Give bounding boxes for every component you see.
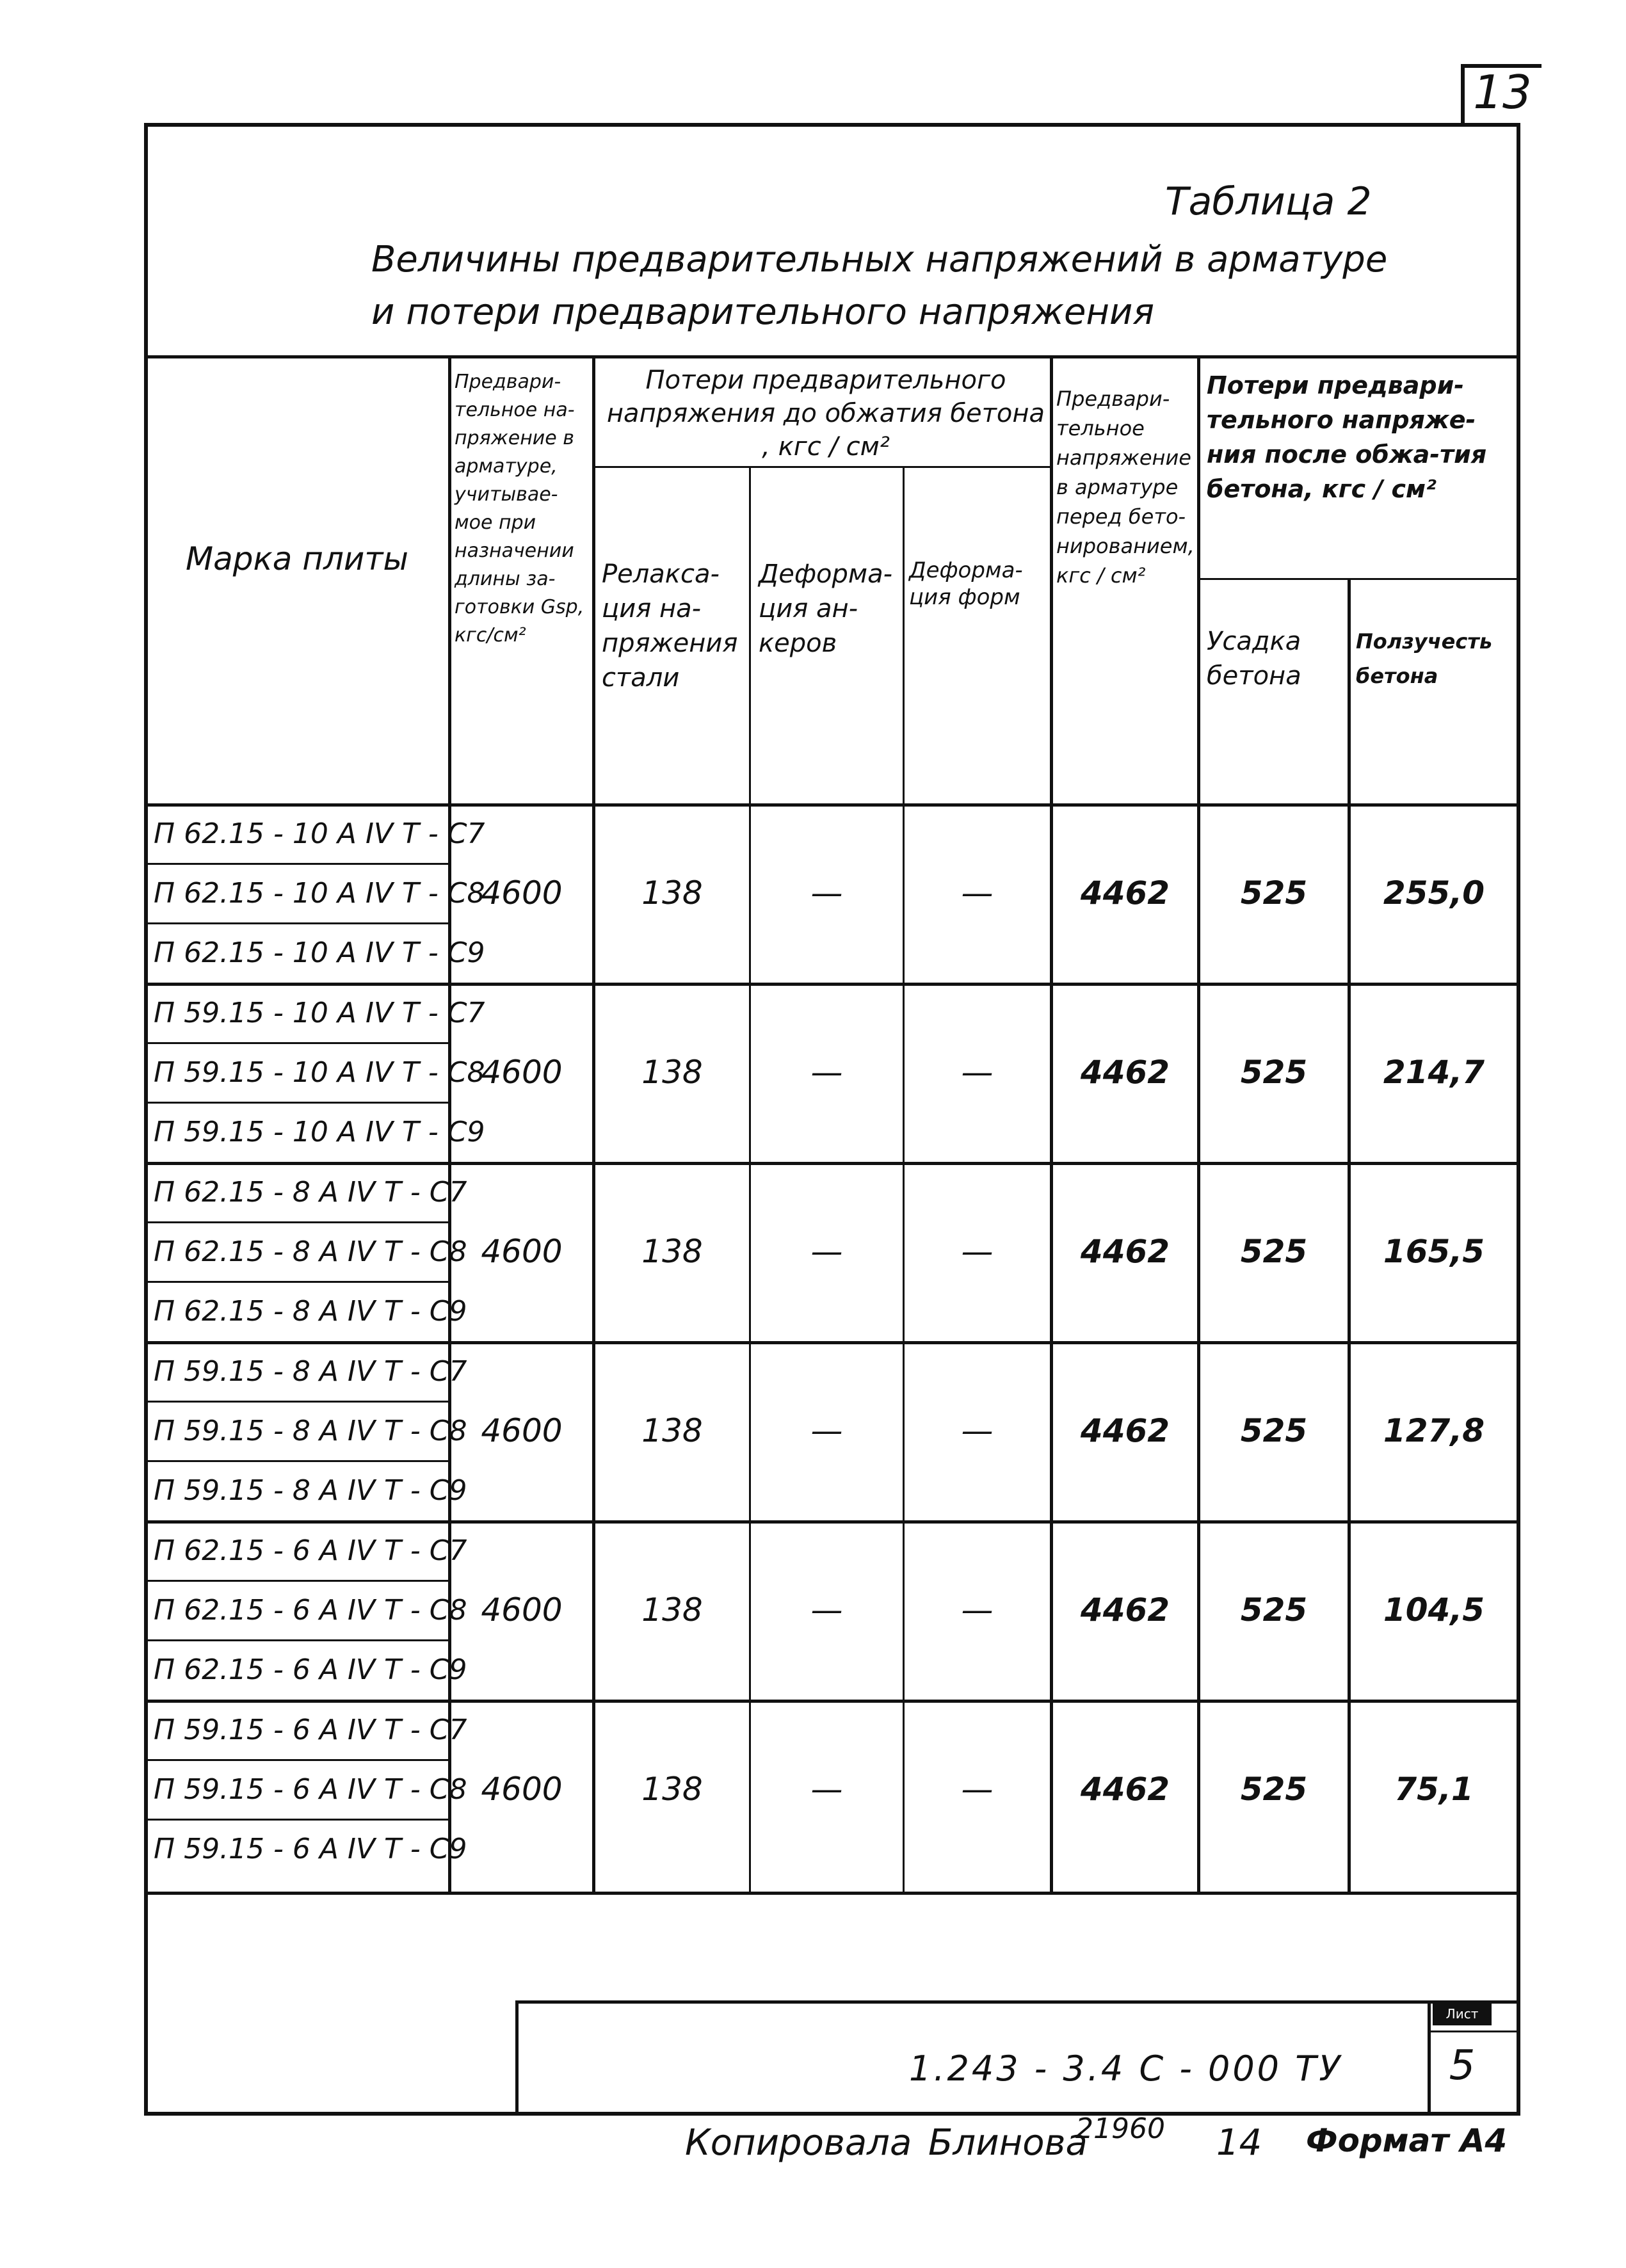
cell-anchor: — [810,874,843,912]
header-creep: Ползучесть бетона [1356,629,1493,688]
col-line-5 [1050,355,1053,1892]
slab-mark: П 62.15 - 10 А IV Т - С8 [154,877,485,910]
cell-prestress: 4600 [481,1412,563,1449]
footer-number: 21960 [1075,2112,1165,2145]
cell-before: 4462 [1080,874,1170,912]
cell-prestress: 4600 [481,874,563,912]
slab-mark: П 62.15 - 10 А IV Т - С7 [154,817,485,850]
footer-copied: Копировала [685,2122,912,2164]
cell-form: — [961,1233,994,1270]
footer-name: Блинова [928,2122,1088,2164]
stamp-top-border [515,2000,1520,2004]
group2-divider [1197,578,1520,580]
stamp-sheet-divider [1428,2000,1431,2116]
table-label: Таблица 2 [1165,179,1372,224]
cell-prestress: 4600 [481,1233,563,1270]
stamp-left-border [515,2000,519,2116]
cell-creep: 75,1 [1394,1771,1474,1808]
cell-creep: 214,7 [1383,1054,1485,1091]
table-bottom-border [144,1892,1520,1895]
cell-relax: 138 [641,1412,703,1449]
slab-mark: П 59.15 - 8 А IV Т - С8 [154,1415,467,1447]
cell-anchor: — [810,1412,843,1449]
header-shrinkage: Усадка бетона [1207,627,1301,691]
slab-mark: П 59.15 - 6 А IV Т - С8 [154,1773,467,1806]
group-divider-1 [144,983,1520,986]
page-number: 13 [1473,65,1532,119]
cell-form: — [961,874,994,912]
cell-prestress: 4600 [481,1591,563,1629]
cell-anchor: — [810,1054,843,1091]
col-line-2 [592,355,595,1892]
group-divider-3 [144,1341,1520,1344]
cell-shrink: 525 [1240,1591,1308,1629]
sheet-label: Лист [1433,2002,1492,2025]
cell-form: — [961,1591,994,1629]
header-anchor-deformation: Деформа-ция ан-керов [759,559,893,658]
group1-divider [592,466,1050,468]
cell-relax: 138 [641,1054,703,1091]
footer-copies: 14 [1216,2122,1262,2164]
group-divider-5 [144,1700,1520,1703]
cell-shrink: 525 [1240,1412,1308,1449]
cell-anchor: — [810,1771,843,1808]
sheet-number: 5 [1449,2042,1476,2089]
cell-relax: 138 [641,1591,703,1629]
cell-anchor: — [810,1591,843,1629]
cell-creep: 127,8 [1383,1412,1485,1449]
slab-mark: П 62.15 - 6 А IV Т - С7 [154,1534,467,1567]
cell-shrink: 525 [1240,1054,1308,1091]
header-prestress: Предвари-тельное на-пряжение в арматуре, учитывае-мое при назначении длины за-готовки Gsp, кгс/см² [455,371,584,647]
cell-shrink: 525 [1240,874,1308,912]
header-form-deformation: Деформа-ция форм [909,558,1023,610]
slab-mark: П 62.15 - 6 А IV Т - С8 [154,1594,467,1627]
col-line-6 [1197,355,1200,1892]
stamp-sheet-line [1428,2031,1520,2032]
slab-mark: П 62.15 - 6 А IV Т - С9 [154,1653,467,1686]
slab-mark: П 62.15 - 8 А IV Т - С9 [154,1295,467,1328]
col-line-3 [749,467,751,1892]
header-bottom-border [144,803,1520,807]
slab-mark: П 59.15 - 10 А IV Т - С7 [154,997,485,1029]
footer-format: Формат А4 [1306,2122,1508,2159]
cell-shrink: 525 [1240,1233,1308,1270]
col-line-4 [903,467,905,1892]
title-line-1: Величины предварительных напряжений в арматуре [371,239,1388,280]
slab-mark: П 62.15 - 8 А IV Т - С8 [154,1235,467,1268]
title-line-2: и потери предварительного напряжения [371,291,1155,333]
cell-shrink: 525 [1240,1771,1308,1808]
slab-mark: П 62.15 - 8 А IV Т - С7 [154,1176,467,1209]
cell-prestress: 4600 [481,1054,563,1091]
slab-mark: П 59.15 - 10 А IV Т - С8 [154,1056,485,1089]
slab-mark: П 62.15 - 10 А IV Т - С9 [154,937,485,969]
header-losses-before: Потери предварительного напряжения до обжатия бетона , кгс / см² [606,366,1045,462]
header-prestress-before-concreting: Предвари-тельное напряжение в арматуре перед бето-нированием, кгс / см² [1056,387,1195,588]
cell-relax: 138 [641,1233,703,1270]
cell-before: 4462 [1080,1771,1170,1808]
cell-prestress: 4600 [481,1771,563,1808]
cell-form: — [961,1054,994,1091]
slab-mark: П 59.15 - 8 А IV Т - С9 [154,1474,467,1507]
group-divider-4 [144,1520,1520,1524]
cell-creep: 104,5 [1383,1591,1485,1629]
cell-anchor: — [810,1233,843,1270]
cell-creep: 255,0 [1383,874,1485,912]
header-losses-after: Потери предвари-тельного напряже-ния после обжа-тия бетона, кгс / см² [1207,371,1487,503]
cell-relax: 138 [641,874,703,912]
group-divider-2 [144,1162,1520,1165]
slab-mark: П 59.15 - 8 А IV Т - С7 [154,1355,467,1388]
slab-mark: П 59.15 - 10 А IV Т - С9 [154,1116,485,1148]
cell-before: 4462 [1080,1054,1170,1091]
slab-mark: П 59.15 - 6 А IV Т - С9 [154,1833,467,1865]
cell-form: — [961,1412,994,1449]
slab-mark: П 59.15 - 6 А IV Т - С7 [154,1714,467,1746]
cell-before: 4462 [1080,1412,1170,1449]
cell-before: 4462 [1080,1591,1170,1629]
header-mark: Марка плиты [186,540,408,577]
cell-before: 4462 [1080,1233,1170,1270]
table-top-border [144,355,1520,358]
cell-form: — [961,1771,994,1808]
table-title [371,234,1460,339]
cell-relax: 138 [641,1771,703,1808]
document-code: 1.243 - 3.4 С - 000 ТУ [909,2048,1343,2089]
cell-creep: 165,5 [1383,1233,1485,1270]
header-relaxation: Релакса-ция на-пряжения стали [602,559,738,693]
